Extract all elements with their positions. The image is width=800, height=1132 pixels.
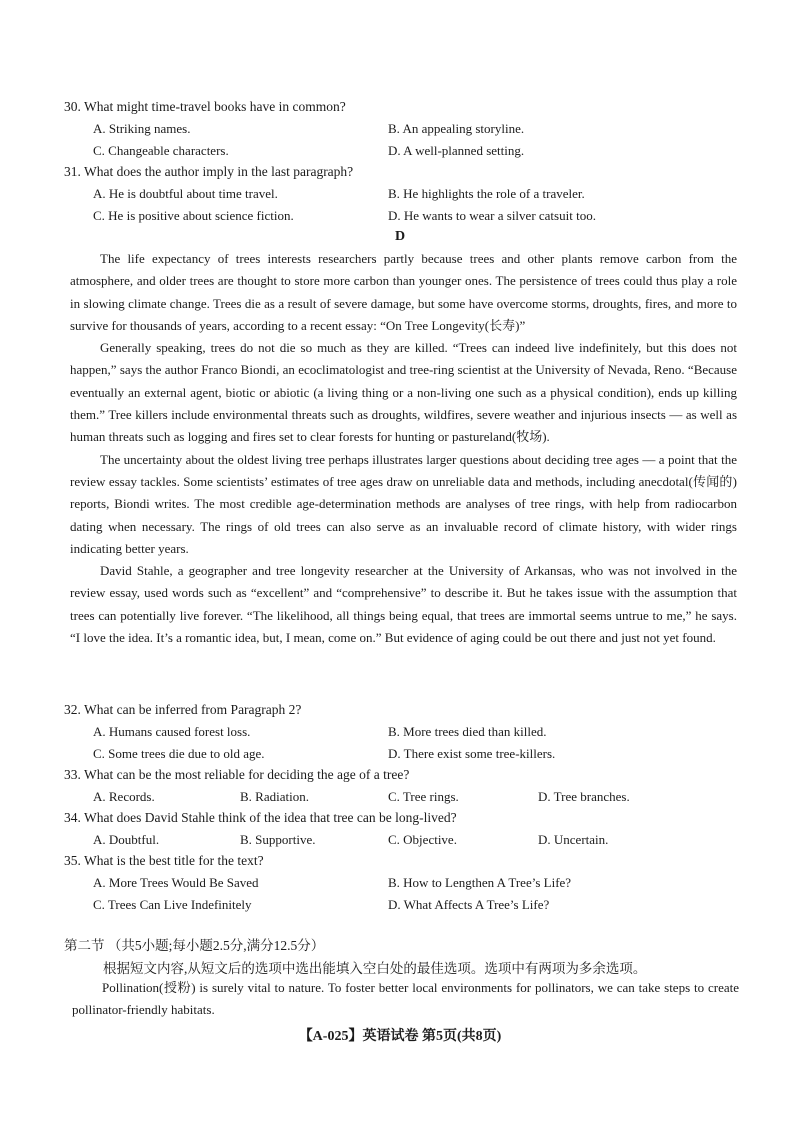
q33-option-b: B. Radiation. <box>240 789 309 804</box>
q31-option-b: B. He highlights the role of a traveler. <box>388 186 585 201</box>
passage-d <box>70 248 737 649</box>
passage-paragraph-2: Generally speaking, trees do not die so much as they are killed. “Trees can indeed live indefinitely, but this does not happen,” says the author Franco Biondi, an ecoclimatologist and tree-ring scientist at the University of Nevada, Reno. “Because eventually an external agent, biotic or abiotic (a living thing or a non-living one such as a physical condition), ends up killing them.” Tree killers include environmental threats such as droughts, wildfires, severe weather and injurious insects — as well as human threats such as logging and fires set to clear forests for hunting or pastureland(牧场). <box>70 340 737 445</box>
q31-option-c: C. He is positive about science fiction. <box>93 208 294 223</box>
q35-option-a: A. More Trees Would Be Saved <box>93 875 259 890</box>
q34-option-a: A. Doubtful. <box>93 832 160 847</box>
q30-option-b: B. An appealing storyline. <box>388 121 525 136</box>
q30-option-d: D. A well-planned setting. <box>388 143 525 158</box>
section-2-instruction: 根据短文内容,从短文后的选项中选出能填入空白处的最佳选项。选项中有两项为多余选项。 <box>103 961 647 976</box>
question-31-stem: 31. What does the author imply in the last paragraph? <box>64 164 354 179</box>
question-33-stem: 33. What can be the most reliable for deciding the age of a tree? <box>64 767 410 782</box>
q30-option-c: C. Changeable characters. <box>93 143 229 158</box>
section-2-intro-block <box>72 977 739 1022</box>
question-32-stem: 32. What can be inferred from Paragraph 2? <box>64 702 302 717</box>
q35-option-c: C. Trees Can Live Indefinitely <box>93 897 252 912</box>
section-2-intro: Pollination(授粉) is surely vital to nature. To foster better local environments for pollinators, we can take steps to create pollinator-friendly habitats. <box>72 980 739 1018</box>
question-30-stem: 30. What might time-travel books have in common? <box>64 99 346 114</box>
q34-option-d: D. Uncertain. <box>538 832 609 847</box>
q32-option-d: D. There exist some tree-killers. <box>388 746 556 761</box>
q35-option-d: D. What Affects A Tree’s Life? <box>388 897 550 912</box>
section-heading-d: D <box>394 229 406 244</box>
q32-option-b: B. More trees died than killed. <box>388 724 547 739</box>
q31-option-d: D. He wants to wear a silver catsuit too. <box>388 208 596 223</box>
page-footer: 【A-025】英语试卷 第5页(共8页) <box>298 1029 502 1044</box>
q35-option-b: B. How to Lengthen A Tree’s Life? <box>388 875 572 890</box>
q33-option-d: D. Tree branches. <box>538 789 630 804</box>
passage-paragraph-1: The life expectancy of trees interests researchers partly because trees and other plants remove carbon from the atmosphere, and older trees are thought to store more carbon than younger ones. The persistence of trees could thus play a role in slowing climate change. Trees die as a result of severe damage, but some have overcome storms, droughts, fires, and more to survive for thousands of years, according to a recent essay: “On Tree Longevity(长寿)” <box>70 251 737 333</box>
q31-option-a: A. He is doubtful about time travel. <box>93 186 278 201</box>
question-35-stem: 35. What is the best title for the text? <box>64 853 264 868</box>
q32-option-a: A. Humans caused forest loss. <box>93 724 251 739</box>
q34-option-c: C. Objective. <box>388 832 457 847</box>
q30-option-a: A. Striking names. <box>93 121 191 136</box>
q32-option-c: C. Some trees die due to old age. <box>93 746 265 761</box>
q34-option-b: B. Supportive. <box>240 832 316 847</box>
section-2-header: 第二节 （共5小题;每小题2.5分,满分12.5分） <box>64 938 325 953</box>
passage-paragraph-3: The uncertainty about the oldest living tree perhaps illustrates larger questions about deciding tree ages — a point that the review essay tackles. Some scientists’ estimates of tree ages draw on unreliable data and methods, including anecdotal(传闻的) reports, Biondi writes. The most credible age-determination methods are analyses of tree rings, with help from radiocarbon dating when necessary. The rings of old trees can also serve as an invaluable record of climate history, with wider rings indicating better years. <box>70 451 737 556</box>
passage-paragraph-4: David Stahle, a geographer and tree longevity researcher at the University of Arkansas, who was not involved in the review essay, used words such as “excellent” and “comprehensive” to describe it. But he takes issue with the assumption that trees can potentially live forever. “The likelihood, all things being equal, that trees are immortal seems untrue to me,” he says. “I love the idea. It’s a romantic idea, but, I mean, come on.” But evidence of aging could be out there and just not yet found. <box>70 563 737 646</box>
question-34-stem: 34. What does David Stahle think of the idea that tree can be long-lived? <box>64 810 457 825</box>
q33-option-c: C. Tree rings. <box>388 789 459 804</box>
q33-option-a: A. Records. <box>93 789 155 804</box>
